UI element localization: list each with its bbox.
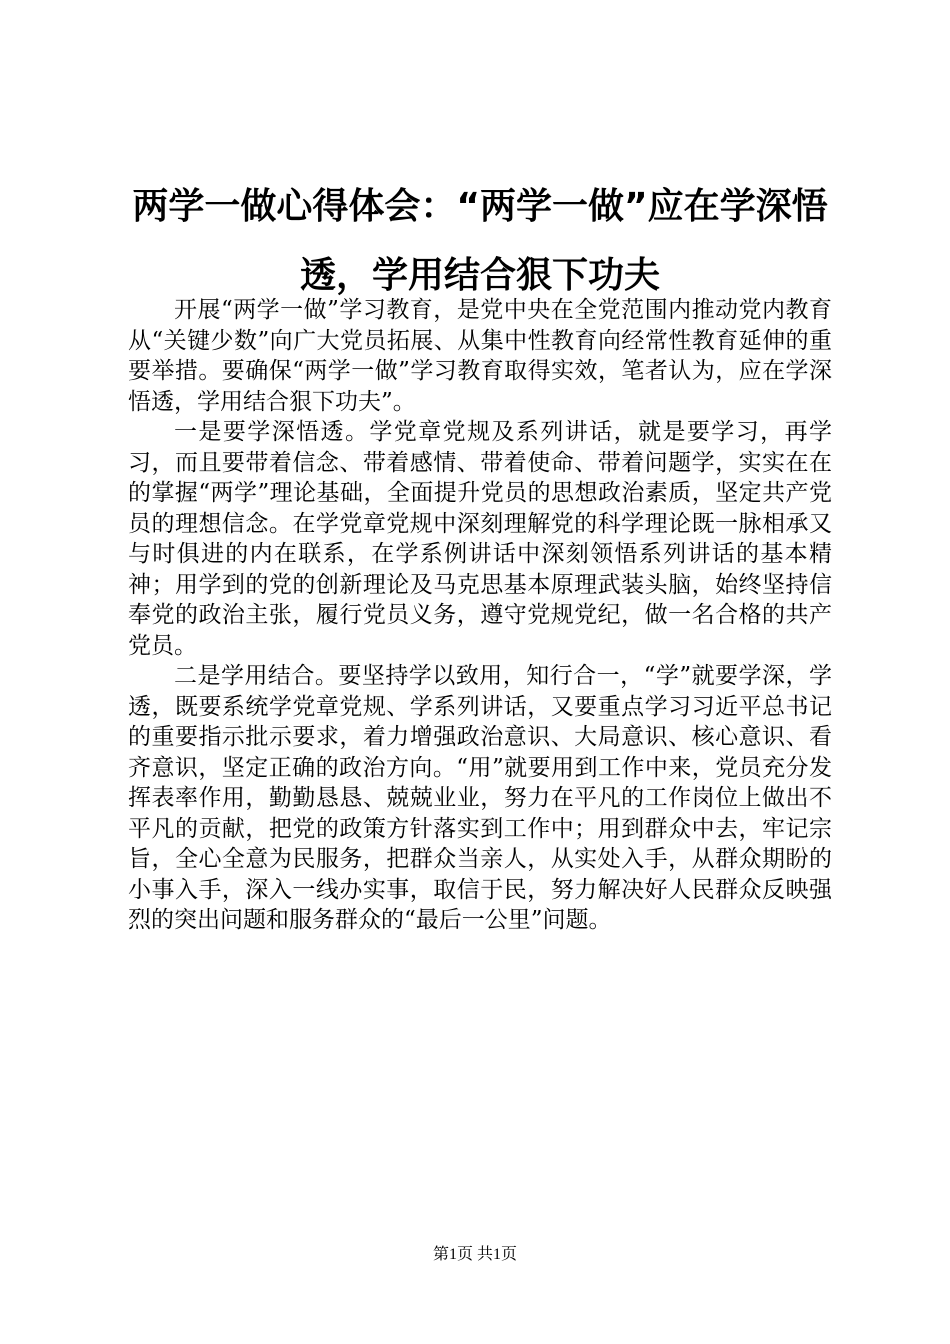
paragraph-intro: 开展“两学一做”学习教育，是党中央在全党范围内推动党内教育从“关键少数”向广大党员拓展、从集中性教育向经常性教育延伸的重要举措。要确保“两学一做”学习教育取得实效，笔者认为，应在学深悟透，学用结合狠下功夫”。	[128, 297, 832, 415]
document-body	[128, 295, 832, 936]
paragraph-first-point: 一是要学深悟透。学党章党规及系列讲话，就是要学习，再学习，而且要带着信念、带着感情、带着使命、带着问题学，实实在在的掌握“两学”理论基础，全面提升党员的思想政治素质，坚定共产党员的理想信念。在学党章党规中深刻理解党的科学理论既一脉相承又与时俱进的内在联系，在学系例讲话中深刻领悟系列讲话的基本精神；用学到的党的创新理论及马克思基本原理武装头脑，始终坚持信奉党的政治主张，履行党员义务，遵守党规党纪，做一名合格的共产党员。	[128, 419, 832, 659]
page-footer: 第1页 共1页	[432, 1246, 517, 1263]
paragraph-second-point: 二是学用结合。要坚持学以致用，知行合一，“学”就要学深，学透，既要系统学党章党规、学系列讲话，又要重点学习习近平总书记的重要指示批示要求，着力增强政治意识、大局意识、核心意识、看齐意识，坚定正确的政治方向。“用”就要用到工作中来，党员充分发挥表率作用，勤勤恳恳、兢兢业业，努力在平凡的工作岗位上做出不平凡的贡献，把党的政策方针落实到工作中；用到群众中去，牢记宗旨，全心全意为民服务，把群众当亲人，从实处入手，从群众期盼的小事入手，深入一线办实事，取信于民，努力解决好人民群众反映强烈的突出问题和服务群众的“最后一公里”问题。	[128, 663, 832, 933]
document-title: 两学一做心得体会：“两学一做”应在学深悟透，学用结合狠下功夫	[132, 186, 828, 296]
